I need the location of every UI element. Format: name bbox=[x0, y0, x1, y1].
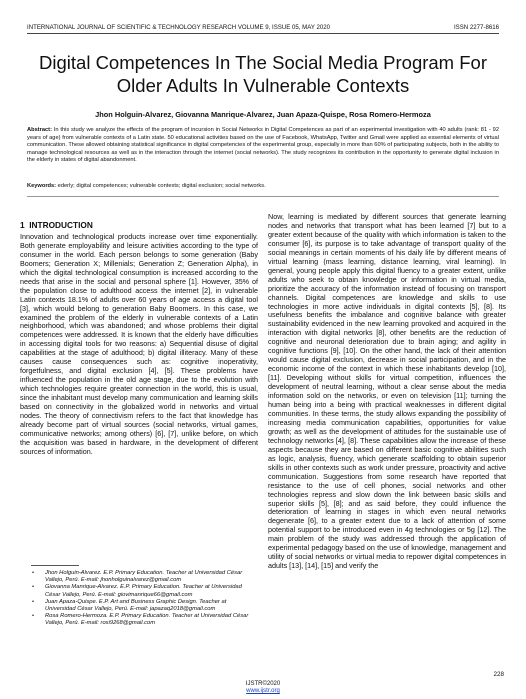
footer-website-link[interactable]: www.ijstr.org bbox=[246, 688, 280, 694]
page-footer bbox=[0, 681, 526, 695]
journal-header bbox=[27, 24, 499, 31]
abstract-text: In this study we analyze the effects of the program of incursion in Social Networks in Digital Competences as part of an experimental investigation with 40 adults (rank: 81 - 92 years of age) from vulnerable contexts of a Latin state. 50 educational activities based on the use of Facebook, WhatsApp, Twitter and Gmail were applied as essential elements of virtual communication. These allowed obtaining statistical significance in digital competencies of the experimental group, especially in more than 60% of participating subjects, both in the ability to manage technological resources as well as in the interaction through the internet (social networks). The study recognizes its contribution in the opportunity to generate digital inclusion in the elderly in states of digital abandonment. bbox=[27, 127, 499, 163]
footnote-text: Juan Apaza-Quispe. E.P. Art and Business Graphic Design. Teacher at Universidad César Vallejo, Perú. E-mail: japazaq2018@gmail.com bbox=[45, 598, 227, 613]
abstract-label: Abstract: bbox=[27, 127, 52, 133]
keywords-label: Keywords: bbox=[27, 183, 57, 189]
footnote bbox=[32, 613, 254, 627]
footnote-text: Giovanna Manrique-Alvarez. E.P. Primary Education. Teacher at Universidad César Vallejo, Perú. E-mail: giovimanrique66@gmail.com bbox=[45, 584, 242, 598]
footnote-rule bbox=[31, 565, 79, 566]
abstract-rule bbox=[27, 196, 499, 197]
section-heading bbox=[20, 221, 258, 230]
left-column-text: Innovation and technological products increase over time exponentially. Both generate employability and leisure activities according to the type of consumer in the world. Each person belongs to some generation (Baby Boomers; Generation X; Millenials; Generation Z; Generation Alpha), in which the digital technological consumption is increased according to the needs that arise in the social and personal sphere [1]. However, 35% of the population close to adulthood access the internet [2], in vulnerable Latin contexts 18.1% of adults over 60 years of age access a digital tool [3], which would belong to generation Baby Boomers. In this case, we examined the problem of the elderly in vulnerable contexts of a Latin neighborhood, which was abandoned; and whose problems their digital competences were addressed. It is known that the elderly have difficulties in accessing digital tools for two reasons: a) Sequential disuse of digital capabilities at the stage of adulthood; b) digital illiteracy. Many of these causes cause consequences such as: cognitive inoperativity, forgetfulness, and digital exclusion [4], [5]. These problems have influenced the population in the old age stage, due to the evolution with which technologies require greater connection in the world, this is usual, since the inhabitant must develop many communication and learning skills based on connectivity in the globalized world in networks and virtual nodes. The theory of connectivism refers to the fact that knowledge has already become part of virtual sources (social networks, virtual games, communicative networks; among others) [6], [7], unlike before, on which the acquisition was based in hardware, in the development of different sources of information. bbox=[20, 231, 258, 456]
footnote-text: Jhon Holguin-Alvarez. E.P. Primary Education. Teacher at Universidad César Vallejo, Perú. E-mail: jhonholguinalvarez@gmail.com bbox=[45, 570, 243, 584]
page-number: 228 bbox=[493, 671, 504, 678]
left-column bbox=[20, 221, 258, 457]
footnote-bullet: • bbox=[32, 613, 35, 620]
footnote bbox=[32, 599, 254, 613]
author-footnotes bbox=[32, 570, 254, 628]
section-title: INTRODUCTION bbox=[29, 220, 93, 230]
journal-name: INTERNATIONAL JOURNAL OF SCIENTIFIC & TECHNOLOGY RESEARCH VOLUME 9, ISSUE 05, MAY 2020 bbox=[27, 24, 331, 31]
footnote-bullet: • bbox=[32, 570, 35, 576]
author-list: Jhon Holguin-Alvarez, Giovanna Manrique-Alvarez, Juan Apaza-Quispe, Rosa Romero-Hermoza bbox=[95, 110, 431, 119]
footer-copyright: IJSTR©2020 bbox=[245, 681, 281, 687]
right-column: Now, learning is mediated by different sources that generate learning nodes and networks that transport what has been learned [7] but to a greater extent because of the quality with which information is taken to the consumer [6], its purpose is to take advantage of transport quality of the social meanings in certain moments of his daily life by different means of virtual learning (mass learning, distance learning, viral learning). In general, young people apply this digital fluency to a greater extent, unlike adults who seek to obtain knowledge or information in virtual media, prioritize the accuracy of the information instead of focusing on transport channels. Digital competences are knowledge and skills to use technologies in more active individuals in digital contexts [5], [8]. Its usefulness benefits the imbalance and cognitive balance with greater sustainability evidenced in the new learning provoked and acquired in the interaction with digital networks [8], other benefits are the reduction of cognitive and neuronal deterioration due to brain aging; and agility in cognitive functions [9], [10]. On the other hand, the lack of their attention would cause digital exclusion, decrease in social participation, and in the economic income of the context in which these inhabitants develop [10], [11]. Developing without skills for virtual competition, influences the development of neutral learning, without a clear sense about the media information sold on the networks, or even on television [11]; turning the human being into a being with practical weaknesses in different digital communities. In these terms, the study allows expanding the possibility of increasing media communication capabilities, opportunities for value growth; as well as the development of attitudes for the sustainable use of technology networks [4], [8]. These capabilities allow the increase of these aspects because they are based on different basic cognitive abilities such as logic, analysis, fluency, which generate scaffolding to obtain superior skills in other contexts such as work under pressure, proactivity and active communication. Suggestions from some research have reported that resistance to the use of cell phones, social networks and other technologies repress and slow down the link between basic skills and superior skills [5], [8]; and as said before, they could influence the deterioration of learning in stages in which even neural networks degenerate [6], to a greater extent due to a lack of attention of some potential support to be introduced even in 4g technologies or 5g [12]. The main problem of the study was addressed through the application of experimental pedagogy based on the use of knowledge, management and utility of social networks or virtual media to repower digital competences in adults [13], [14], [15] and verify the bbox=[268, 212, 506, 571]
paper-title: Digital Competences In The Social Media Program For Older Adults In Vulnerable Contexts bbox=[39, 52, 487, 96]
abstract bbox=[27, 127, 499, 165]
header-rule bbox=[27, 33, 499, 34]
keywords bbox=[27, 183, 499, 191]
footnote bbox=[32, 570, 254, 584]
keywords-text: ederly; digital competences; vulnerable contexts; digital exclusion; social networks. bbox=[57, 183, 266, 189]
footnote-text: Rosa Romero-Hermoza. E.P. Primary Education. Teacher at Universidad César Vallejo, Perú. E-mail: rosi9268@gmail.com bbox=[45, 613, 249, 627]
section-number: 1 bbox=[20, 220, 25, 230]
issn: ISSN 2277-8616 bbox=[453, 24, 499, 31]
footnote-bullet: • bbox=[32, 584, 35, 591]
footnote-bullet: • bbox=[32, 598, 35, 605]
footnote bbox=[32, 584, 254, 598]
